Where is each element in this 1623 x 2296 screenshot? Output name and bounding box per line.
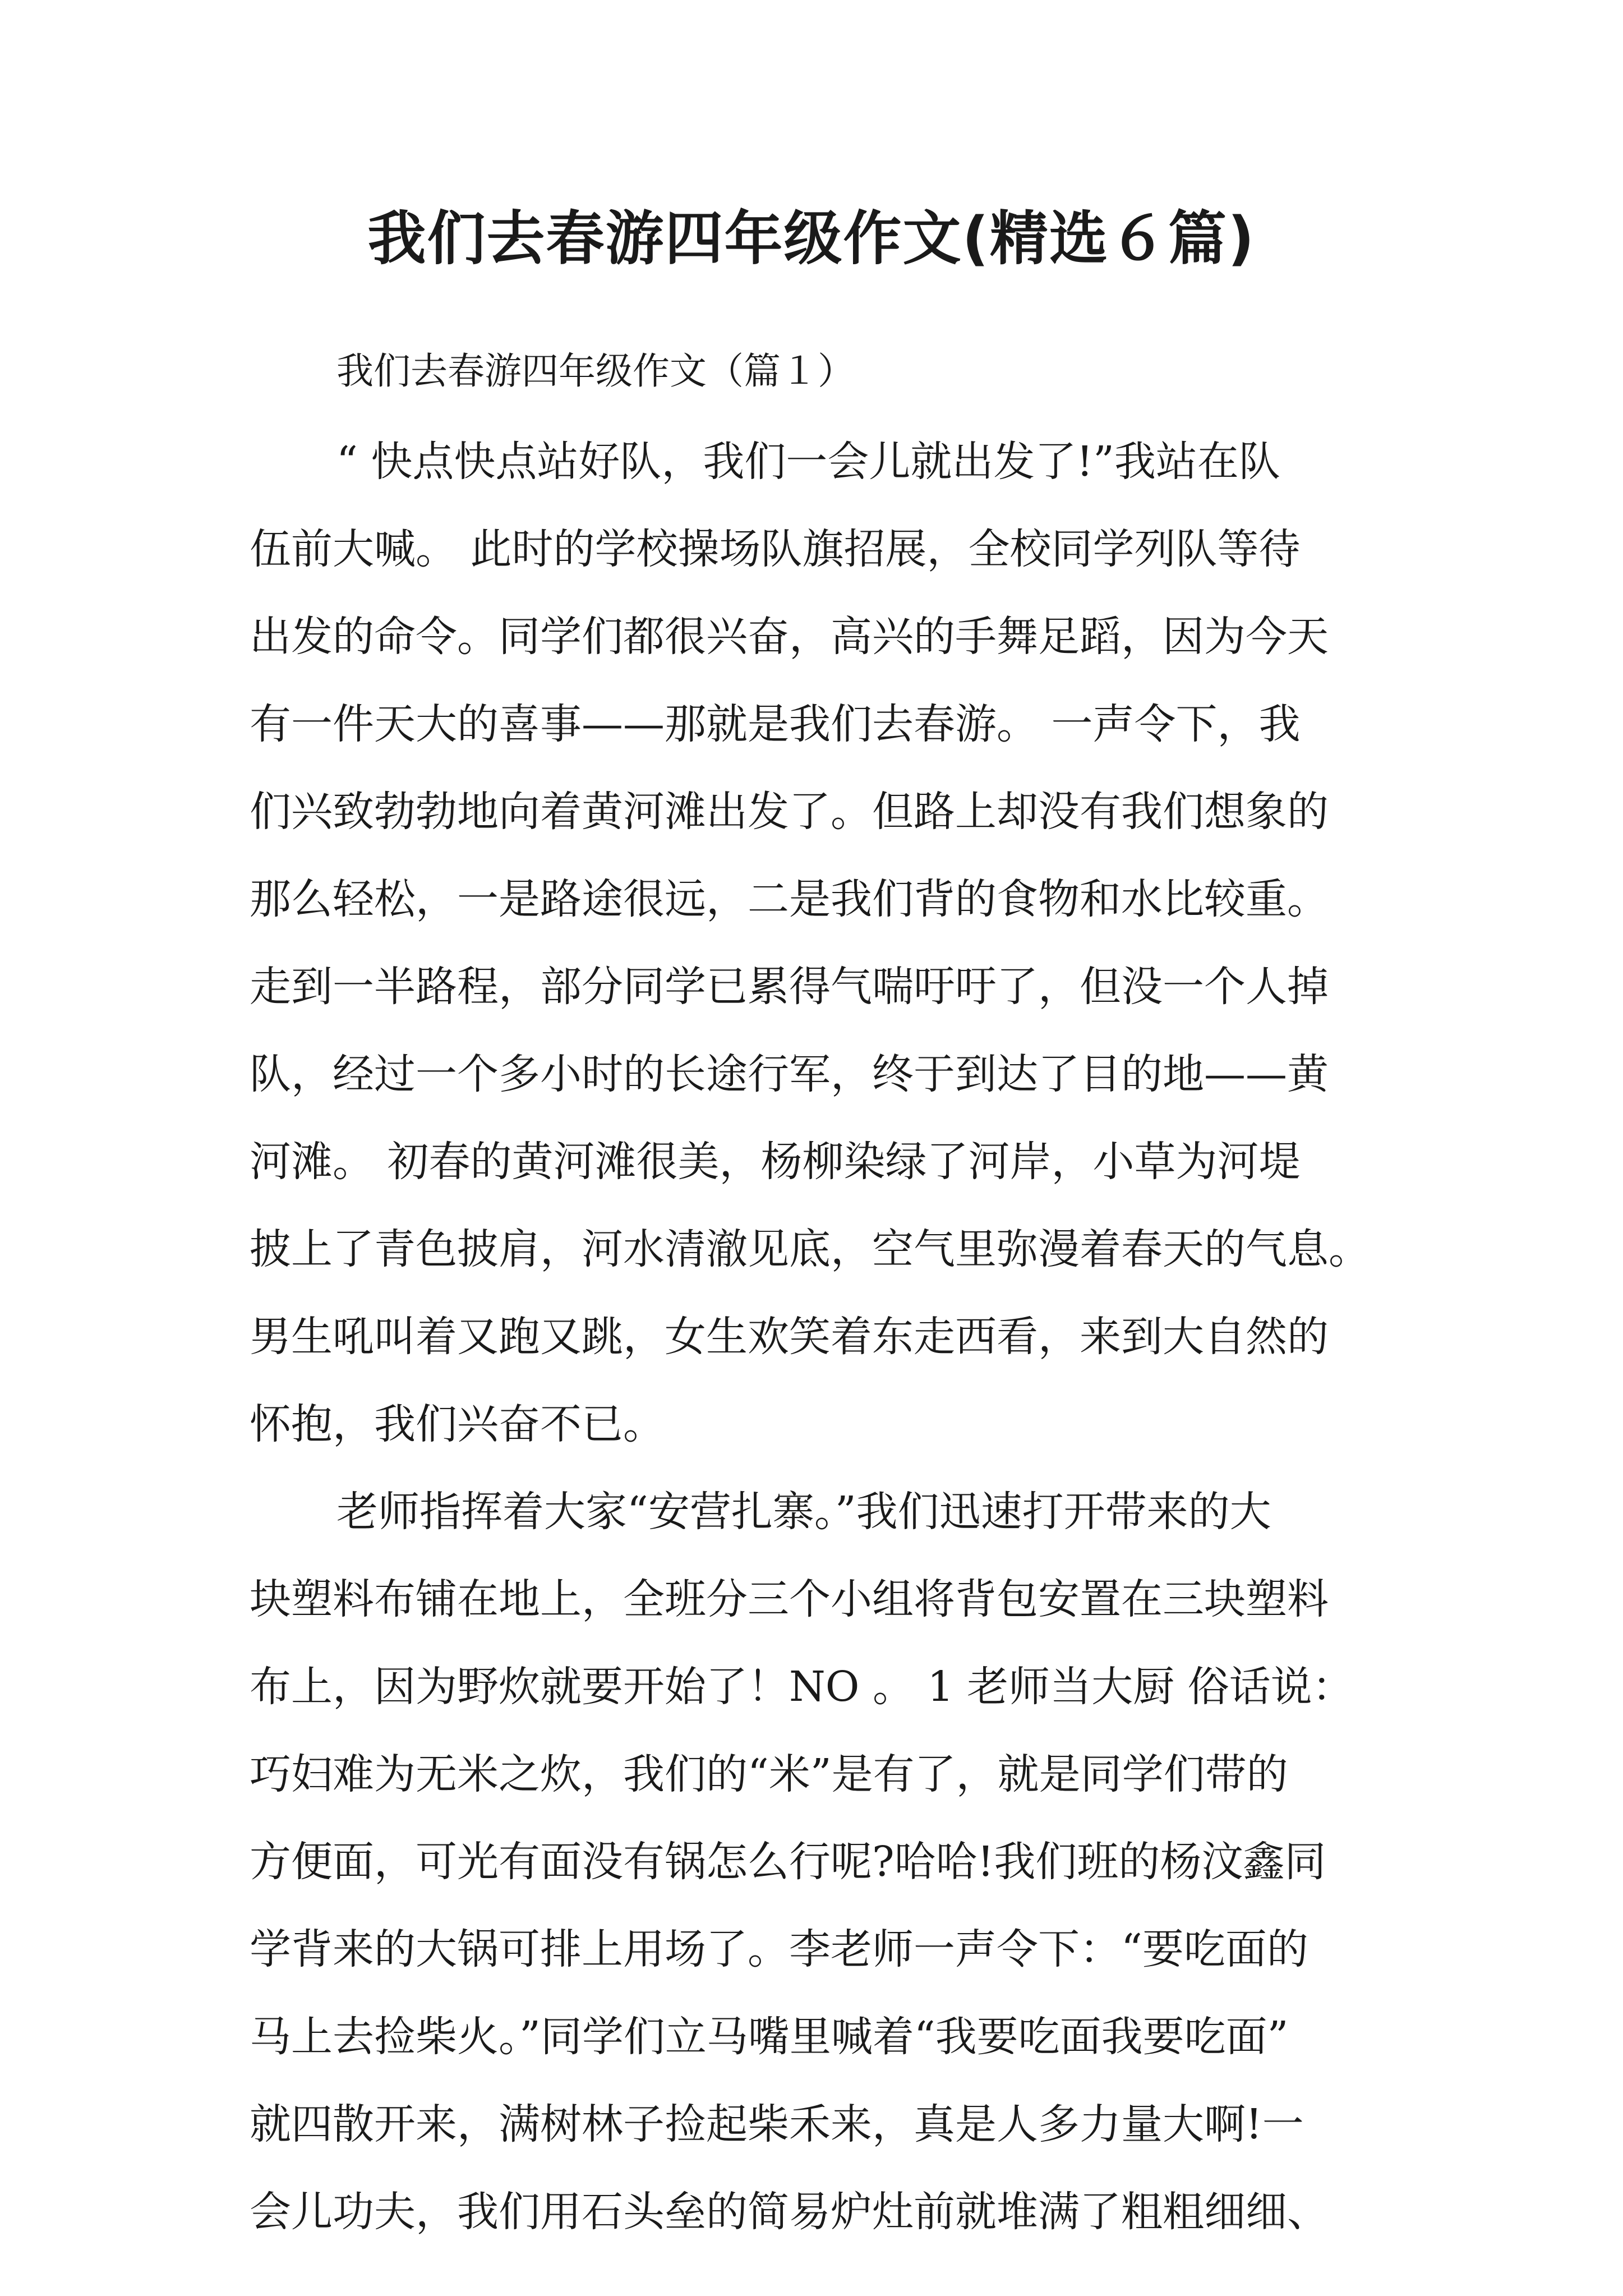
- text-line: 走到一半路程，部分同学已累得气喘吁吁了，但没一个人掉: [250, 963, 1329, 1011]
- text-line: 们兴致勃勃地向着黄河滩出发了。但路上却没有我们想象的: [250, 788, 1329, 836]
- section-heading: 我们去春游四年级作文（篇１）: [336, 349, 855, 393]
- document-title: 我们去春游四年级作文(精选６篇): [367, 204, 1256, 273]
- text-line: 布上，因为野炊就要开始了！NO 。 1 老师当大厨 俗话说：: [250, 1663, 1354, 1711]
- text-line: 男生吼叫着又跑又跳，女生欢笑着东走西看，来到大自然的: [250, 1313, 1329, 1361]
- text-line: 会儿功夫，我们用石头垒的简易炉灶前就堆满了粗粗细细、: [250, 2188, 1329, 2236]
- text-line: 老师指挥着大家“安营扎寨。”我们迅速打开带来的大: [336, 1488, 1271, 1536]
- text-line: 块塑料布铺在地上，全班分三个小组将背包安置在三块塑料: [250, 1575, 1329, 1623]
- text-line: 那么轻松，一是路途很远，二是我们背的食物和水比较重。: [250, 875, 1329, 923]
- text-line: 方便面，可光有面没有锅怎么行呢?哈哈!我们班的杨汶鑫同: [250, 1838, 1326, 1886]
- text-line: 队，经过一个多小时的长途行军，终于到达了目的地——黄: [250, 1050, 1329, 1098]
- text-line: 学背来的大锅可排上用场了。李老师一声令下：“要吃面的: [250, 1925, 1308, 1973]
- text-line: 巧妇难为无米之炊，我们的“米”是有了，就是同学们带的: [250, 1750, 1288, 1798]
- text-line: 有一件天大的喜事——那就是我们去春游。 一声令下，我: [250, 700, 1301, 748]
- text-line: “ 快点快点站好队，我们一会儿就出发了!”我站在队: [336, 438, 1280, 486]
- text-line: 披上了青色披肩，河水清澈见底，空气里弥漫着春天的气息。: [250, 1225, 1370, 1273]
- text-line: 怀抱，我们兴奋不已。: [250, 1400, 665, 1448]
- text-line: 马上去捡柴火。”同学们立马嘴里喊着“我要吃面我要吃面”: [250, 2013, 1289, 2061]
- text-line: 出发的命令。同学们都很兴奋，高兴的手舞足蹈，因为今天: [250, 613, 1329, 661]
- text-line: 就四散开来，满树林子捡起柴禾来，真是人多力量大啊!一: [250, 2100, 1304, 2148]
- text-line: 河滩。 初春的黄河滩很美，杨柳染绿了河岸，小草为河堤: [250, 1138, 1301, 1186]
- text-line: 伍前大喊。 此时的学校操场队旗招展，全校同学列队等待: [250, 525, 1301, 573]
